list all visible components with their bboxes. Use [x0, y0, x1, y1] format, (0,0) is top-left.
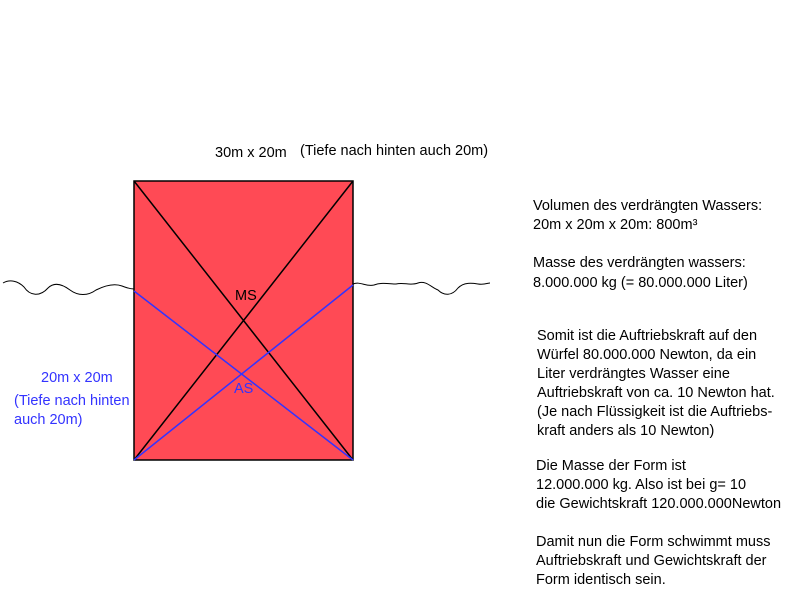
note-mass-water: [533, 255, 748, 291]
note-line: Auftriebskraft von ca. 10 Newton hat.: [537, 385, 775, 401]
note-line: Würfel 80.000.000 Newton, da ein: [537, 347, 757, 363]
note-line: Auftriebskraft und Gewichtskraft der: [536, 553, 767, 569]
note-line: kraft anders als 10 Newton): [537, 423, 715, 439]
water-surface-left: [3, 281, 134, 295]
left-label-line: (Tiefe nach hinten: [14, 393, 130, 409]
note-weight: [536, 458, 781, 512]
buoyancy-center-label: AS: [234, 381, 254, 397]
top-depth-label: (Tiefe nach hinten auch 20m): [300, 143, 489, 159]
note-line: 12.000.000 kg. Also ist bei g= 10: [536, 477, 747, 493]
note-line: Masse des verdrängten wassers:: [533, 255, 746, 271]
note-line: Damit nun die Form schwimmt muss: [536, 534, 771, 550]
left-label-line: 20m x 20m: [41, 370, 113, 386]
note-line: Liter verdrängtes Wasser eine: [537, 366, 730, 382]
note-line: die Gewichtskraft 120.000.000Newton: [536, 496, 782, 512]
note-line: (Je nach Flüssigkeit ist die Auftriebs-: [537, 404, 773, 420]
note-line: Volumen des verdrängten Wassers:: [533, 198, 763, 214]
note-line: 8.000.000 kg (= 80.000.000 Liter): [533, 275, 748, 291]
note-buoyancy: [537, 328, 775, 439]
note-volume: [533, 198, 762, 233]
note-line: Somit ist die Auftriebskraft auf den: [537, 328, 758, 344]
note-line: Die Masse der Form ist: [536, 458, 686, 474]
note-line: 20m x 20m x 20m: 800m³: [533, 217, 698, 233]
left-label-line: auch 20m): [14, 412, 83, 428]
water-surface-right: [353, 282, 490, 294]
note-line: Form identisch sein.: [536, 572, 666, 588]
top-size-label: 30m x 20m: [215, 145, 287, 161]
note-conclusion: [536, 534, 770, 588]
mass-center-label: MS: [235, 288, 257, 304]
